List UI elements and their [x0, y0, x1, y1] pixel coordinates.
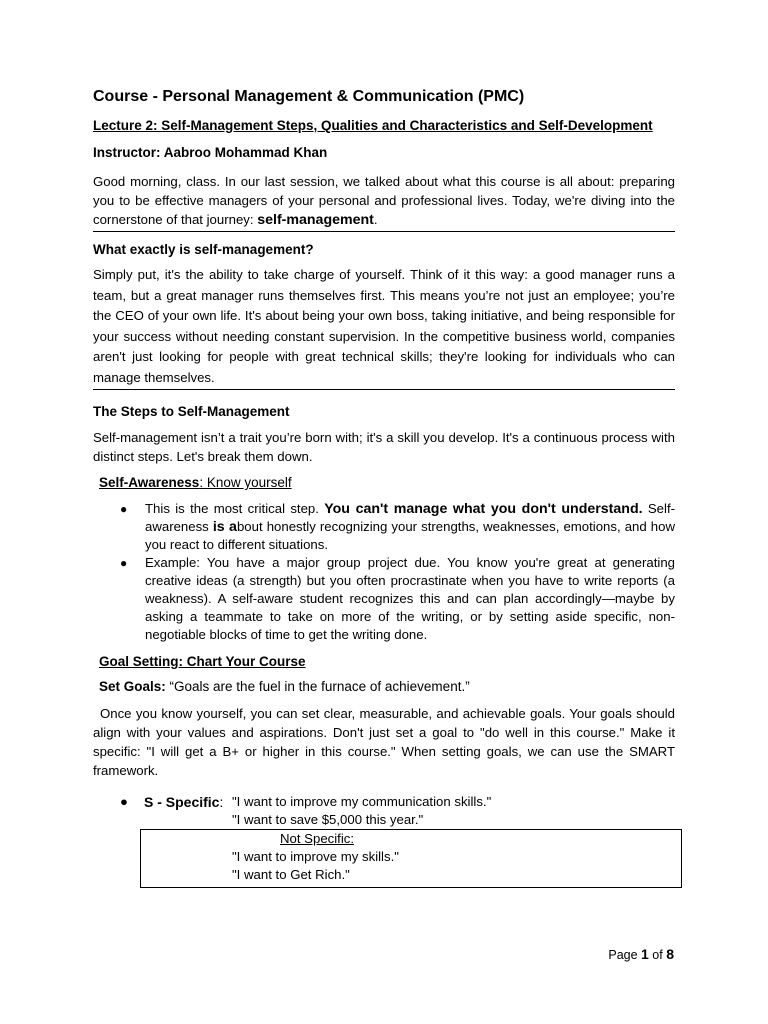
set-goals-line	[93, 679, 675, 694]
intro-end: .	[373, 212, 378, 227]
self-awareness-heading	[93, 475, 675, 490]
bullet-bold-text: You can't manage what you don't understand.	[324, 501, 643, 517]
page-of: of	[648, 948, 667, 962]
set-goals-quote: “Goals are the fuel in the furnace of achievement.”	[165, 679, 470, 694]
instructor-name: Instructor: Aabroo Mohammad Khan	[93, 145, 328, 160]
bullet-text: bout honestly recognizing your strengths, weaknesses, emotions, and how you react to different situations.	[145, 519, 675, 552]
bullet-text: Self-awareness	[145, 501, 675, 534]
self-awareness-label: Self-Awareness	[99, 475, 200, 490]
not-specific-box	[140, 829, 682, 888]
divider	[93, 389, 675, 390]
bullet-text: This is the most critical step.	[145, 501, 325, 516]
intro-bold-term: self-management	[257, 212, 374, 228]
specific-example: "I want to save $5,000 this year."	[232, 812, 424, 827]
list-item	[120, 554, 675, 644]
total-pages: 8	[666, 946, 674, 962]
lecture-title: Lecture 2: Self-Management Steps, Qualities and Characteristics and Self-Development	[93, 118, 653, 133]
not-specific-example: "I want to improve my skills."	[232, 849, 399, 864]
bullet-icon: ●	[120, 794, 128, 809]
goal-setting-paragraph: Once you know yourself, you can set clear, measurable, and achievable goals. Your goals should align with your values and aspirations. Don't just set a goal to "do well in this course." Make it specific: "I will get a B+ or higher in this course." When setting goals, we can use the SMART framework.	[93, 706, 675, 778]
goal-setting-label: Goal Setting: Chart Your Course	[99, 654, 306, 669]
not-specific-example: "I want to Get Rich."	[232, 867, 350, 882]
page-prefix: Page	[608, 948, 642, 962]
smart-label-colon: :	[219, 794, 224, 810]
self-awareness-rest: Know yourself	[206, 475, 292, 490]
bullet-icon: ●	[120, 502, 128, 516]
section-heading-steps: The Steps to Self-Management	[93, 404, 290, 419]
set-goals-label: Set Goals:	[99, 679, 166, 694]
section-heading-what-is: What exactly is self-management?	[93, 242, 314, 257]
specific-example: "I want to improve my communication skills."	[232, 794, 492, 809]
steps-paragraph: Self-management isn’t a trait you’re born with; it's a skill you develop. It's a continuous process with distinct steps. Let's break them down.	[93, 430, 675, 464]
goal-setting-heading	[93, 654, 675, 669]
page-number	[608, 946, 674, 962]
self-awareness-list	[93, 500, 675, 644]
bullet-icon: ●	[120, 556, 128, 570]
smart-specific-label	[144, 794, 223, 810]
not-specific-label: Not Specific:	[280, 831, 355, 846]
course-title: Course - Personal Management & Communication (PMC)	[93, 88, 525, 105]
divider	[93, 231, 675, 232]
what-is-paragraph: Simply put, it's the ability to take charge of yourself. Think of it this way: a good manager runs a team, but a great manager runs themselves first. This means you’re not just an employee; you’re the CEO of your own life. It's about being your own boss, taking initiative, and being responsible for your success without needing constant supervision. In the competitive business world, companies aren't just looking for people with great technical skills; they're looking for individuals who can manage themselves.	[93, 267, 675, 385]
current-page: 1	[641, 946, 649, 962]
intro-text: Good morning, class. In our last session, we talked about what this course is all about: preparing you to be effective managers of your personal and professional lives. Today, we're diving into the cornerstone of that journey:	[93, 174, 675, 227]
smart-label-text: S - Specific	[144, 794, 220, 810]
intro-paragraph	[93, 172, 675, 230]
list-item	[120, 500, 675, 554]
document-page	[93, 88, 675, 882]
bullet-text: Example: You have a major group project due. You know you're great at generating creative ideas (a strength) but you often procrastinate when you have to write reports (a weakness). A self-aware student recognizes this and can plan accordingly—maybe by asking a teammate to take on more of the writing, or by setting aside specific, non-negotiable blocks of time to get the writing done.	[145, 555, 675, 642]
bullet-bold-text: is a	[212, 519, 237, 535]
self-awareness-sep: :	[199, 475, 207, 490]
